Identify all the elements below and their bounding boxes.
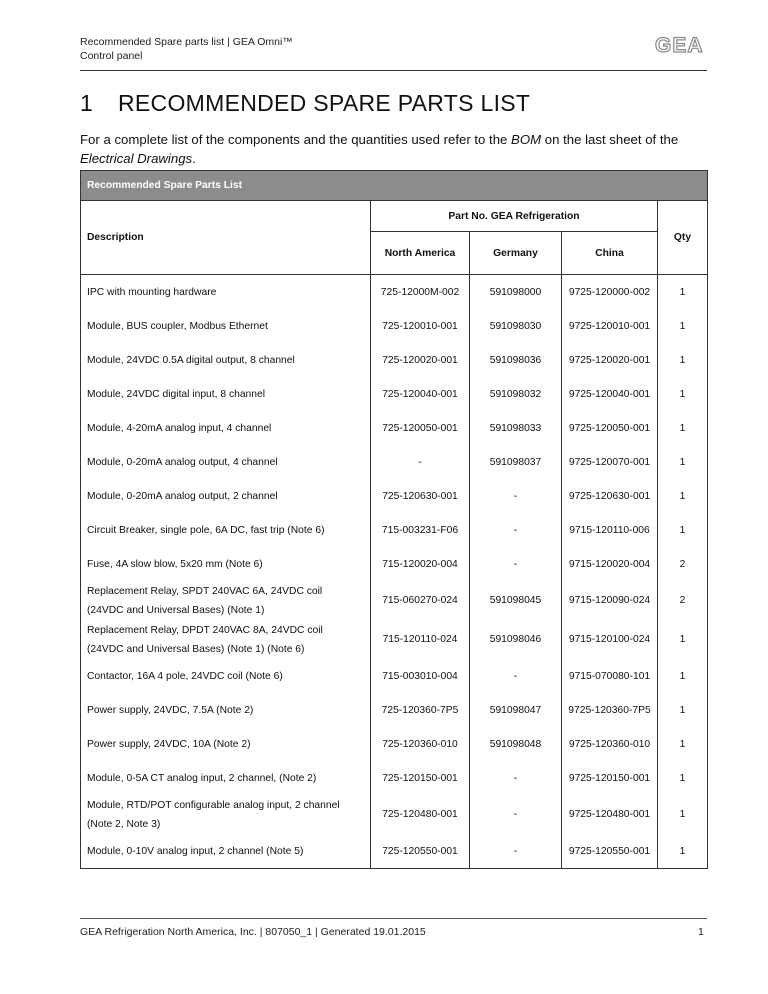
part-description xyxy=(81,275,371,310)
part-no-north-america: 715-003231-F06 xyxy=(371,513,470,547)
spare-parts-table xyxy=(80,170,708,869)
table-row xyxy=(81,513,708,547)
part-no-china: 9715-120100-024 xyxy=(562,620,658,659)
table-row xyxy=(81,479,708,513)
part-description-line: Circuit Breaker, single pole, 6A DC, fast trip (Note 6) xyxy=(87,524,325,536)
col-germany: Germany xyxy=(470,232,562,275)
part-no-china: 9725-120020-001 xyxy=(562,343,658,377)
intro-text-1: For a complete list of the components and the quantities used refer to the xyxy=(80,132,512,147)
part-description-line: Fuse, 4A slow blow, 5x20 mm (Note 6) xyxy=(87,558,263,570)
part-description-line: Module, 0-20mA analog output, 2 channel xyxy=(87,490,278,502)
table-row xyxy=(81,343,708,377)
part-no-china: 9725-120000-002 xyxy=(562,275,658,310)
part-no-germany: 591098037 xyxy=(470,445,562,479)
part-no-germany: - xyxy=(470,513,562,547)
part-no-china: 9725-120050-001 xyxy=(562,411,658,445)
part-no-germany: 591098045 xyxy=(470,581,562,620)
part-no-germany: - xyxy=(470,479,562,513)
part-no-germany: 591098046 xyxy=(470,620,562,659)
header-rule xyxy=(80,70,707,71)
table-row xyxy=(81,581,708,620)
part-description xyxy=(81,547,371,581)
running-header xyxy=(80,35,293,63)
part-description xyxy=(81,411,371,445)
table-row xyxy=(81,377,708,411)
part-qty: 1 xyxy=(658,659,708,693)
part-no-north-america: 725-120360-010 xyxy=(371,727,470,761)
table-row xyxy=(81,445,708,479)
part-description-line: Module, BUS coupler, Modbus Ethernet xyxy=(87,320,268,332)
part-description xyxy=(81,727,371,761)
part-description-line-2: (Note 2, Note 3) xyxy=(87,818,161,830)
part-no-china: 9725-120070-001 xyxy=(562,445,658,479)
qty-header: Qty xyxy=(658,201,708,275)
part-no-north-america: 725-120040-001 xyxy=(371,377,470,411)
part-no-north-america: 725-120050-001 xyxy=(371,411,470,445)
intro-text-3: . xyxy=(192,151,196,166)
part-qty: 1 xyxy=(658,761,708,795)
part-description xyxy=(81,513,371,547)
part-no-germany: 591098030 xyxy=(470,309,562,343)
table-row xyxy=(81,411,708,445)
part-description xyxy=(81,445,371,479)
part-no-china: 9725-120150-001 xyxy=(562,761,658,795)
table-row xyxy=(81,761,708,795)
part-no-china: 9725-120550-001 xyxy=(562,834,658,869)
part-qty: 1 xyxy=(658,343,708,377)
part-description-line: Module, 0-5A CT analog input, 2 channel, (Note 2) xyxy=(87,772,317,784)
part-description-line: Module, 24VDC digital input, 8 channel xyxy=(87,388,266,400)
part-description xyxy=(81,343,371,377)
part-no-germany: - xyxy=(470,761,562,795)
col-china: China xyxy=(562,232,658,275)
part-no-china: 9725-120040-001 xyxy=(562,377,658,411)
part-description-line: Power supply, 24VDC, 10A (Note 2) xyxy=(87,738,251,750)
part-qty: 1 xyxy=(658,727,708,761)
part-description xyxy=(81,693,371,727)
part-no-china: 9725-120360-7P5 xyxy=(562,693,658,727)
part-no-germany: - xyxy=(470,795,562,834)
part-description-line: Module, 24VDC 0.5A digital output, 8 channel xyxy=(87,354,295,366)
part-no-germany: 591098048 xyxy=(470,727,562,761)
table-row xyxy=(81,693,708,727)
part-qty: 2 xyxy=(658,581,708,620)
part-description xyxy=(81,761,371,795)
part-description-line-2: (24VDC and Universal Bases) (Note 1) xyxy=(87,604,265,616)
part-description-line: Module, RTD/POT configurable analog input, 2 channel xyxy=(87,799,340,811)
part-no-north-america: 715-003010-004 xyxy=(371,659,470,693)
part-description-line: Replacement Relay, DPDT 240VAC 8A, 24VDC coil xyxy=(87,624,323,636)
part-description-line: Contactor, 16A 4 pole, 24VDC coil (Note 6) xyxy=(87,670,283,682)
part-no-china: 9715-120020-004 xyxy=(562,547,658,581)
table-title-row xyxy=(81,171,708,201)
part-qty: 1 xyxy=(658,309,708,343)
part-no-germany: - xyxy=(470,547,562,581)
part-no-north-america: 725-120150-001 xyxy=(371,761,470,795)
part-description-line: IPC with mounting hardware xyxy=(87,286,217,298)
part-description xyxy=(81,309,371,343)
section-title: RECOMMENDED SPARE PARTS LIST xyxy=(118,90,531,116)
part-no-north-america: 715-060270-024 xyxy=(371,581,470,620)
intro-paragraph xyxy=(80,130,710,168)
part-no-north-america: 725-120480-001 xyxy=(371,795,470,834)
table-row xyxy=(81,620,708,659)
table-row xyxy=(81,727,708,761)
part-qty: 1 xyxy=(658,620,708,659)
part-no-germany: 591098000 xyxy=(470,275,562,310)
part-qty: 2 xyxy=(658,547,708,581)
part-no-north-america: - xyxy=(371,445,470,479)
part-description-line-2: (24VDC and Universal Bases) (Note 1) (Note 6) xyxy=(87,643,305,655)
part-no-china: 9715-070080-101 xyxy=(562,659,658,693)
part-no-germany: 591098032 xyxy=(470,377,562,411)
part-description-line: Module, 0-10V analog input, 2 channel (Note 5) xyxy=(87,845,304,857)
part-no-north-america: 725-120020-001 xyxy=(371,343,470,377)
section-number: 1 xyxy=(80,90,94,116)
gea-logo xyxy=(655,34,709,56)
part-no-germany: 591098047 xyxy=(470,693,562,727)
part-qty: 1 xyxy=(658,377,708,411)
part-no-north-america: 725-120550-001 xyxy=(371,834,470,869)
part-no-north-america: 715-120020-004 xyxy=(371,547,470,581)
part-no-germany: - xyxy=(470,834,562,869)
part-description xyxy=(81,479,371,513)
part-no-north-america: 715-120110-024 xyxy=(371,620,470,659)
part-description-line: Module, 0-20mA analog output, 4 channel xyxy=(87,456,278,468)
intro-bom: BOM xyxy=(511,132,542,147)
part-qty: 1 xyxy=(658,693,708,727)
part-no-north-america: 725-12000M-002 xyxy=(371,275,470,310)
table-row xyxy=(81,547,708,581)
part-description-line: Replacement Relay, SPDT 240VAC 6A, 24VDC coil xyxy=(87,585,323,597)
table-row xyxy=(81,834,708,869)
part-qty: 1 xyxy=(658,479,708,513)
col-north-america: North America xyxy=(371,232,470,275)
part-qty: 1 xyxy=(658,513,708,547)
part-no-north-america: 725-120360-7P5 xyxy=(371,693,470,727)
description-header: Description xyxy=(81,201,371,275)
part-description xyxy=(81,620,371,659)
intro-electrical-drawings: Electrical Drawings xyxy=(80,151,193,166)
part-description xyxy=(81,659,371,693)
part-description-line: Power supply, 24VDC, 7.5A (Note 2) xyxy=(87,704,254,716)
header-line-1: Recommended Spare parts list | GEA Omni™ xyxy=(80,36,293,48)
header-row-1 xyxy=(81,201,708,232)
intro-text-2: on the last sheet of the xyxy=(541,132,679,147)
part-no-north-america: 725-120630-001 xyxy=(371,479,470,513)
page-number: 1 xyxy=(698,926,704,938)
footer-text: GEA Refrigeration North America, Inc. | 807050_1 | Generated 19.01.2015 xyxy=(80,926,426,938)
part-description-line: Module, 4-20mA analog input, 4 channel xyxy=(87,422,272,434)
table-row xyxy=(81,659,708,693)
part-description xyxy=(81,834,371,869)
header-line-2: Control panel xyxy=(80,50,143,62)
part-qty: 1 xyxy=(658,275,708,310)
part-no-germany: - xyxy=(470,659,562,693)
part-qty: 1 xyxy=(658,411,708,445)
part-description xyxy=(81,581,371,620)
part-qty: 1 xyxy=(658,795,708,834)
table-row xyxy=(81,309,708,343)
part-no-china: 9715-120090-024 xyxy=(562,581,658,620)
part-description xyxy=(81,377,371,411)
part-no-china: 9715-120110-006 xyxy=(562,513,658,547)
part-qty: 1 xyxy=(658,834,708,869)
footer-rule xyxy=(80,918,707,919)
section-heading xyxy=(80,90,530,117)
part-no-germany: 591098033 xyxy=(470,411,562,445)
table-title: Recommended Spare Parts List xyxy=(81,171,708,201)
svg-text:GEA: GEA xyxy=(655,34,704,56)
part-no-china: 9725-120360-010 xyxy=(562,727,658,761)
part-no-china: 9725-120010-001 xyxy=(562,309,658,343)
part-no-germany: 591098036 xyxy=(470,343,562,377)
part-no-china: 9725-120630-001 xyxy=(562,479,658,513)
part-number-group-header: Part No. GEA Refrigeration xyxy=(371,201,658,232)
table-row xyxy=(81,795,708,834)
part-no-north-america: 725-120010-001 xyxy=(371,309,470,343)
part-qty: 1 xyxy=(658,445,708,479)
table-row xyxy=(81,275,708,310)
part-description xyxy=(81,795,371,834)
part-no-china: 9725-120480-001 xyxy=(562,795,658,834)
